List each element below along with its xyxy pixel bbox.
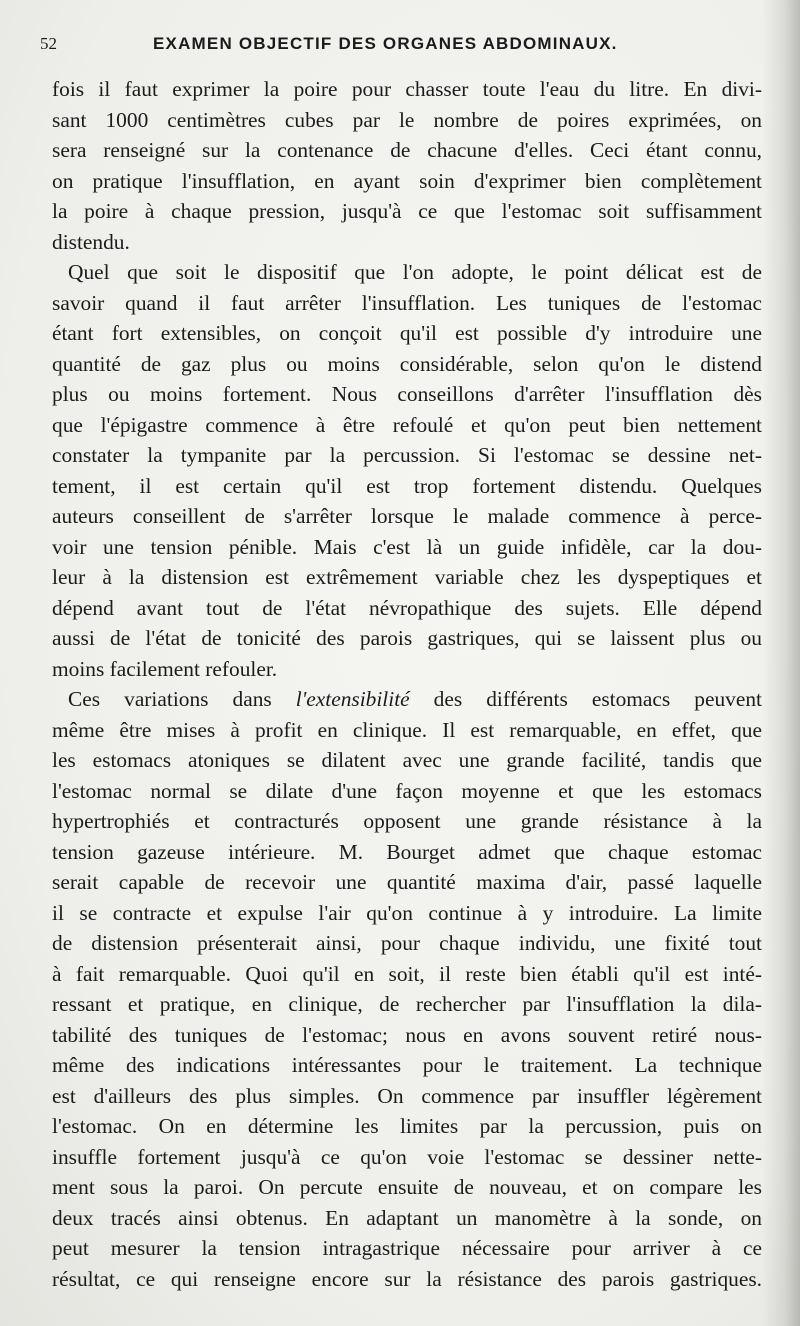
text-line: tension gazeuse intérieure. M. Bourget admet que chaque estomac: [52, 839, 762, 864]
text-line: ressant et pratique, en clinique, de rechercher par l'insufflation la dila-: [52, 992, 762, 1016]
running-head: [40, 34, 760, 58]
text-line: la poire à chaque pression, jusqu'à ce que l'estomac soit suffisamment: [52, 199, 762, 223]
page-number: 52: [40, 34, 57, 53]
text-line: auteurs conseillent de s'arrêter lorsque le malade commence à perce-: [52, 504, 762, 528]
text-line: même des indications intéressantes pour le traitement. La technique: [52, 1053, 762, 1077]
text-line: plus ou moins fortement. Nous conseillons d'arrêter l'insufflation dès: [52, 382, 762, 406]
text-line: peut mesurer la tension intragastrique nécessaire pour arriver à ce: [52, 1236, 762, 1260]
text-line: serait capable de recevoir une quantité maxima d'air, passé laquelle: [52, 870, 762, 894]
text-line: étant fort extensibles, on conçoit qu'il est possible d'y introduire une: [52, 321, 762, 345]
text-line: l'estomac. On en détermine les limites par la percussion, puis on: [52, 1114, 762, 1138]
body-text: [52, 74, 762, 1294]
emphasized-term: l'extensibilité: [295, 687, 410, 711]
text-line: de distension présenterait ainsi, pour chaque individu, une fixité tout: [52, 931, 762, 955]
text-line: hypertrophiés et contracturés opposent une grande résistance à la: [52, 809, 762, 833]
text-line: leur à la distension est extrêmement variable chez les dyspeptiques et: [52, 565, 762, 589]
text-line: insuffle fortement jusqu'à ce qu'on voie l'estomac se dessiner nette-: [52, 1144, 762, 1169]
text-line: [52, 684, 762, 715]
text-line: tement, il est certain qu'il est trop fortement distendu. Quelques: [52, 473, 762, 498]
text-line: est d'ailleurs des plus simples. On commence par insuffler légèrement: [52, 1083, 762, 1108]
text-line: il se contracte et expulse l'air qu'on continue à y introduire. La limite: [52, 900, 762, 925]
text-line: moins facilement refouler.: [52, 656, 278, 681]
text-line: savoir quand il faut arrêter l'insufflation. Les tuniques de l'estomac: [52, 290, 762, 315]
text-line: à fait remarquable. Quoi qu'il en soit, il reste bien établi qu'il est inté-: [52, 961, 762, 986]
text-line: dépend avant tout de l'état névropathique des sujets. Elle dépend: [52, 595, 762, 620]
text-line: quantité de gaz plus ou moins considérable, selon qu'on le distend: [52, 351, 762, 376]
text-line: tabilité des tuniques de l'estomac; nous en avons souvent retiré nous-: [52, 1022, 762, 1047]
text-line: ment sous la paroi. On percute ensuite de nouveau, et on compare les: [52, 1175, 762, 1199]
text-line: sera renseigné sur la contenance de chacune d'elles. Ceci étant connu,: [52, 138, 762, 162]
text-run: des différents estomacs peuvent: [409, 687, 762, 711]
text-line: Quel que soit le dispositif que l'on adopte, le point délicat est de: [68, 260, 762, 284]
text-line: aussi de l'état de tonicité des parois gastriques, qui se laissent plus ou: [52, 626, 762, 650]
text-line: distendu.: [52, 229, 130, 254]
text-line: que l'épigastre commence à être refoulé et qu'on peut bien nettement: [52, 412, 762, 437]
text-line: on pratique l'insufflation, en ayant soin d'exprimer bien complètement: [52, 168, 762, 193]
text-line: fois il faut exprimer la poire pour chasser toute l'eau du litre. En divi-: [52, 77, 762, 101]
text-run: Ces variations dans: [68, 687, 296, 711]
page-edge-shadow: [762, 0, 800, 1326]
text-line: constater la tympanite par la percussion. Si l'estomac se dessine net-: [52, 443, 762, 467]
text-line: résultat, ce qui renseigne encore sur la résistance des parois gastriques.: [52, 1266, 762, 1291]
text-line: deux tracés ainsi obtenus. En adaptant un manomètre à la sonde, on: [52, 1205, 762, 1230]
text-line: les estomacs atoniques se dilatent avec une grande facilité, tandis que: [52, 748, 762, 772]
text-line: sant 1000 centimètres cubes par le nombre de poires exprimées, on: [52, 107, 762, 132]
text-line: l'estomac normal se dilate d'une façon moyenne et que les estomacs: [52, 778, 762, 803]
text-line: même être mises à profit en clinique. Il est remarquable, en effet, que: [52, 717, 762, 742]
text-line: voir une tension pénible. Mais c'est là un guide infidèle, car la dou-: [52, 534, 762, 559]
running-title: EXAMEN OBJECTIF DES ORGANES ABDOMINAUX.: [153, 34, 618, 53]
